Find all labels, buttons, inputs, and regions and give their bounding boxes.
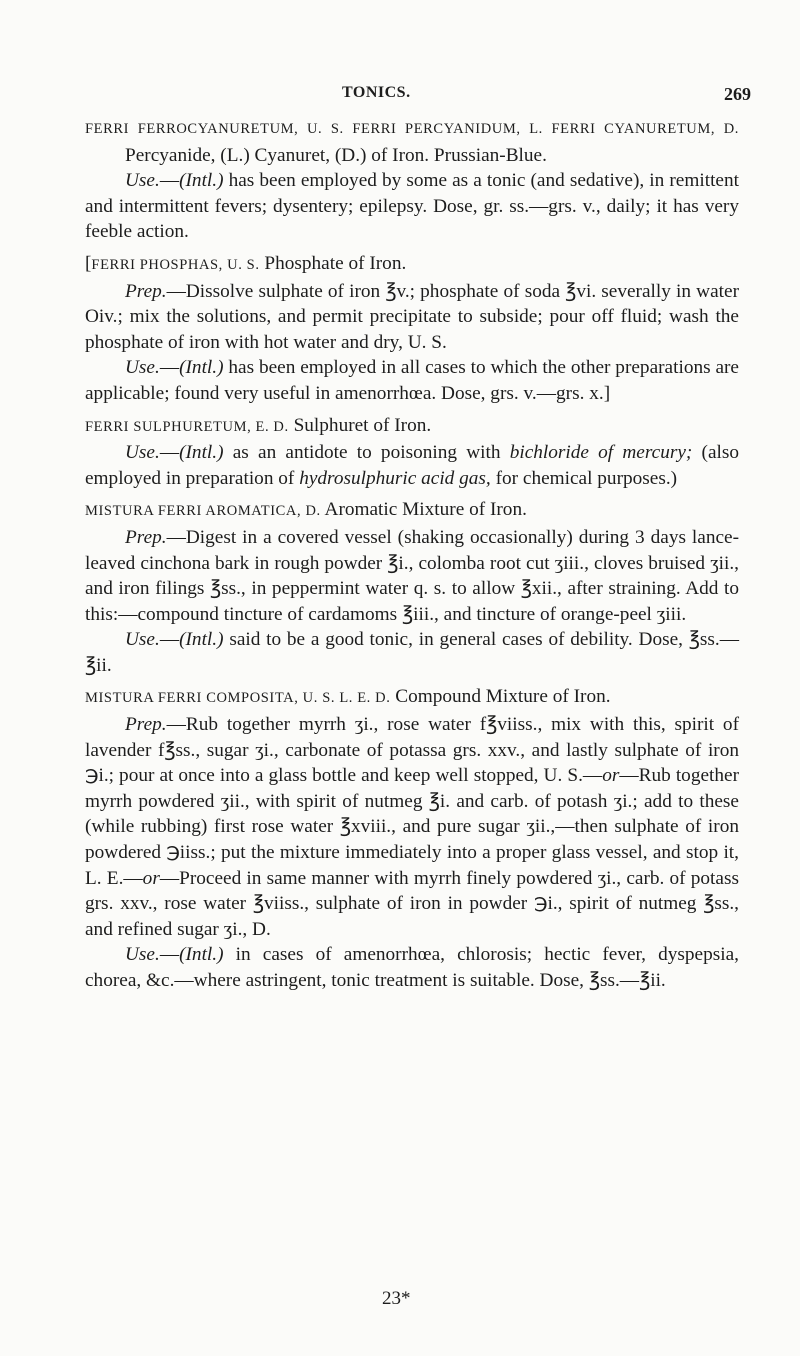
use-text: said to be a good tonic, in general cases of debility. Dose, ℥ss.—℥ii. [85, 629, 739, 676]
use-label: Use. [125, 629, 160, 651]
entry-heading [85, 115, 739, 168]
running-head: TONICS. [342, 84, 411, 101]
page-number: 269 [724, 84, 751, 104]
prep-text: —Rub together myrrh ʒi., rose water f℥viiss., mix with this, spirit of lavender f℥ss., sugar ʒi., carbonate of potassa grs. xxv., and lastly sulphate of iron ℈i.; pour at once into a glass bottle and keep well stopped, U. S.— [85, 714, 739, 787]
prep-paragraph [85, 279, 739, 356]
use-label: Use. [125, 170, 160, 192]
use-text: (also employed in preparation of [85, 442, 740, 489]
use-source: (Intl.) [179, 629, 224, 651]
prep-text: —Proceed in same manner with myrrh finely powdered ʒi., carb. of potass grs. xxv., rose water ℥viiss., sulphate of iron in powder ℈i., spirit of nutmeg ℥ss., and refined sugar ʒi., D. [85, 867, 739, 940]
use-text: has been employed in all cases to which the other preparations are applicable; found very useful in amenorrhœa. Dose, grs. v.—grs. x. [85, 357, 739, 404]
latin-name: MISTURA FERRI COMPOSITA, U. S. L. E. D. [85, 690, 391, 707]
close-bracket: ] [603, 382, 611, 404]
use-label: Use. [125, 357, 160, 379]
use-italic-term: bichloride of mercury; [509, 442, 693, 464]
english-name: Phosphate of Iron. [264, 252, 407, 274]
entry-heading [85, 413, 739, 441]
latin-name: FERRI SULPHURETUM, E. D. [85, 418, 289, 435]
signature-mark: 23* [382, 1288, 411, 1309]
english-name: Aromatic Mixture of Iron. [324, 499, 527, 521]
use-paragraph: Use.—(Intl.) as an antidote to poisoning with bichloride of mercury; (also employed in preparation of hydrosulphuric acid gas, for chemical purposes.) [85, 442, 740, 489]
page-header [0, 84, 800, 108]
use-paragraph: Use.—(Intl.) in cases of amenorrhœa, chlorosis; hectic fever, dyspepsia, chorea, &c.—where astringent, tonic treatment is suitable. Dose, ℥ss.—℥ii. [85, 944, 739, 991]
use-text: as an antidote to poisoning with [232, 442, 501, 464]
entry-heading [85, 497, 739, 525]
use-source: (Intl.) [179, 357, 224, 379]
open-bracket: [ [85, 252, 92, 274]
use-text: in cases of amenorrhœa, chlorosis; hectic fever, dyspepsia, chorea, &c.—where astringent, tonic treatment is suitable. Dose, ℥ss.—℥ii. [85, 944, 739, 991]
use-text: for chemical purposes.) [495, 467, 678, 489]
use-source: (Intl.) [179, 944, 224, 966]
use-label: Use. [125, 944, 160, 966]
use-source: (Intl.) [179, 170, 224, 192]
english-name: Percyanide, (L.) Cyanuret, (D.) of Iron. Prussian-Blue. [125, 144, 547, 166]
use-paragraph: Use.—(Intl.) has been employed in all cases to which the other preparations are applicable; found very useful in amenorrhœa. Dose, grs. v.—grs. x.] [85, 357, 739, 404]
prep-or: or [142, 867, 160, 889]
entry-heading [85, 684, 739, 712]
prep-text: —Rub together myrrh powdered ʒii., with spirit of nutmeg ℥i. and carb. of potash ʒi.; add to these (while rubbing) first rose water ℥xviii., and pure sugar ʒii.,—then sulphate of iron powdered ℈iiss.; put the mixture immediately into a proper glass vessel, and stop it, L. E.— [85, 765, 739, 889]
prep-paragraph [85, 525, 739, 627]
use-italic-term: hydrosulphuric acid gas, [299, 467, 491, 489]
latin-name: FERRI PHOSPHAS, U. S. [91, 256, 260, 273]
entry-heading [85, 251, 739, 279]
english-name: Sulphuret of Iron. [293, 414, 432, 436]
prep-or: or [602, 765, 620, 787]
prep-text: —Digest in a covered vessel (shaking occasionally) during 3 days lance-leaved cinchona bark in rough powder ℥i., colomba root cut ʒiii., cloves bruised ʒii., and iron filings ℥ss., in peppermint water q. s. to allow ℥xii., after straining. Add to this:—compound tincture of cardamoms ℥iii., and tincture of orange-peel ʒiii. [85, 526, 739, 625]
use-paragraph: Use.—(Intl.) said to be a good tonic, in general cases of debility. Dose, ℥ss.—℥ii. [85, 629, 739, 676]
prep-label: Prep. [125, 280, 167, 302]
use-label: Use. [125, 442, 160, 464]
prep-label: Prep. [125, 714, 167, 736]
prep-paragraph [85, 712, 739, 942]
use-paragraph: Use.—(Intl.) has been employed by some as a tonic (and sedative), in remittent and intermittent fevers; dysentery; epilepsy. Dose, gr. ss.—grs. v., daily; it has very feeble action. [85, 170, 739, 243]
english-name: Compound Mixture of Iron. [395, 686, 611, 708]
prep-label: Prep. [125, 526, 167, 548]
latin-name: MISTURA FERRI AROMATICA, D. [85, 503, 321, 520]
prep-text: —Dissolve sulphate of iron ℥v.; phosphate of soda ℥vi. severally in water Oiv.; mix the solutions, and permit precipitate to subside; pour off fluid; wash the phosphate of iron with hot water and dry, U. S. [85, 280, 739, 353]
use-text: has been employed by some as a tonic (and sedative), in remittent and intermittent fevers; dysentery; epilepsy. Dose, gr. ss.—grs. v., daily; it has very feeble action. [85, 170, 739, 243]
page-body [85, 115, 739, 994]
latin-name: FERRI FERROCYANURETUM, U. S. FERRI PERCYANIDUM, L. FERRI CYANURETUM, D. [85, 121, 739, 137]
use-source: (Intl.) [179, 442, 224, 464]
